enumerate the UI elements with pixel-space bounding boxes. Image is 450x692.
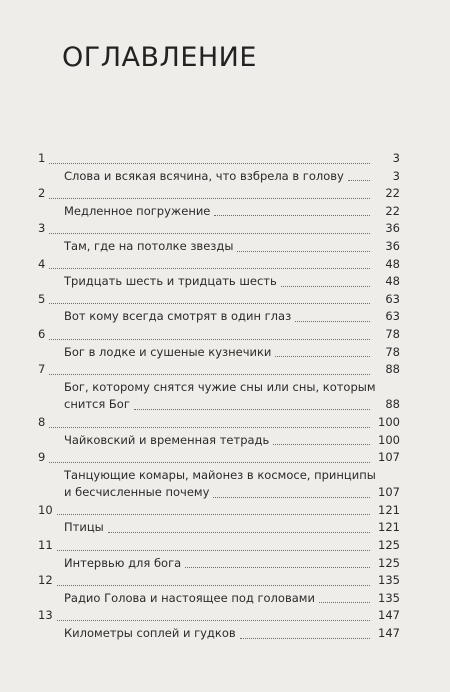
toc-chapter — [38, 607, 400, 625]
dot-leader — [49, 462, 370, 463]
toc-chapter — [38, 326, 400, 344]
toc-chapter-number: 6 — [38, 326, 46, 341]
toc-chapter-number: 11 — [38, 538, 53, 553]
toc-entry-title: Вот кому всегда смотрят в один глаз — [64, 309, 292, 324]
toc-chapter — [38, 291, 400, 309]
table-of-contents — [38, 150, 400, 643]
dot-leader — [49, 303, 370, 304]
dot-leader — [281, 286, 370, 287]
toc-chapter — [38, 502, 400, 520]
toc-page-number: 48 — [385, 274, 400, 289]
toc-chapter-number: 13 — [38, 608, 53, 623]
page-title: ОГЛАВЛЕНИЕ — [62, 42, 257, 73]
toc-entry — [38, 467, 400, 502]
toc-entry-title: Там, где на потолке звезды — [64, 238, 234, 253]
toc-entry-title: Птицы — [64, 520, 104, 535]
toc-page-number: 36 — [385, 238, 400, 253]
toc-chapter — [38, 537, 400, 555]
toc-chapter-number: 8 — [38, 414, 46, 429]
toc-chapter-number: 1 — [38, 151, 46, 165]
toc-chapter — [38, 361, 400, 379]
toc-entry — [38, 344, 400, 362]
toc-page-number: 125 — [378, 555, 400, 570]
toc-chapter-number: 9 — [38, 450, 46, 465]
dot-leader — [49, 198, 370, 199]
toc-page-number: 63 — [385, 309, 400, 324]
toc-entry-title: и бесчисленные почему — [64, 485, 210, 500]
toc-entry — [38, 590, 400, 608]
toc-chapter-number: 2 — [38, 186, 46, 201]
toc-chapter-number: 10 — [38, 502, 53, 517]
dot-leader — [49, 427, 370, 428]
dot-leader — [213, 497, 370, 498]
dot-leader — [240, 638, 370, 639]
toc-page-number: 135 — [378, 573, 400, 588]
dot-leader — [185, 567, 370, 568]
dot-leader — [57, 620, 370, 621]
toc-entry-title: Тридцать шесть и тридцать шесть — [64, 274, 277, 289]
toc-chapter — [38, 572, 400, 590]
toc-page-number: 48 — [385, 256, 400, 271]
toc-entry-title-line: Танцующие комары, майонез в космосе, принципы — [64, 467, 376, 482]
toc-chapter — [38, 185, 400, 203]
dot-leader — [134, 409, 370, 410]
toc-entry-title: Бог в лодке и сушеные кузнечики — [64, 344, 272, 359]
toc-page-number: 36 — [385, 221, 400, 236]
toc-entry-title: Радио Голова и настоящее под головами — [64, 590, 315, 605]
toc-entry — [38, 203, 400, 221]
toc-page-number: 125 — [378, 538, 400, 553]
dot-leader — [49, 233, 370, 234]
toc-page-number: 107 — [378, 450, 400, 465]
toc-chapter-number: 3 — [38, 221, 46, 236]
dot-leader — [273, 444, 370, 445]
toc-entry — [38, 625, 400, 643]
toc-chapter — [38, 220, 400, 238]
toc-chapter-number: 12 — [38, 573, 53, 588]
toc-chapter — [38, 256, 400, 274]
dot-leader — [57, 550, 370, 551]
dot-leader — [49, 268, 370, 269]
toc-page-number: 100 — [378, 414, 400, 429]
toc-chapter-number: 7 — [38, 362, 46, 377]
dot-leader — [57, 514, 370, 515]
toc-entry-final-line — [38, 484, 400, 502]
dot-leader — [49, 163, 370, 164]
dot-leader — [57, 585, 370, 586]
toc-page-number: 121 — [378, 502, 400, 517]
toc-entry — [38, 555, 400, 573]
toc-page-number: 135 — [378, 590, 400, 605]
toc-page-number: 3 — [392, 168, 400, 183]
dot-leader — [319, 602, 370, 603]
toc-entry — [38, 168, 400, 186]
toc-entry-title: Километры соплей и гудков — [64, 626, 236, 641]
toc-entry-title: Чайковский и временная тетрадь — [64, 432, 270, 447]
dot-leader — [295, 321, 370, 322]
toc-page-number: 22 — [385, 186, 400, 201]
toc-entry-title-line: Бог, которому снятся чужие сны или сны, которым — [64, 379, 376, 394]
toc-chapter — [38, 449, 400, 467]
toc-page-number: 78 — [385, 326, 400, 341]
toc-page-number: 147 — [378, 608, 400, 623]
dot-leader — [348, 180, 370, 181]
toc-chapter-number: 5 — [38, 291, 46, 306]
dot-leader — [49, 339, 370, 340]
dot-leader — [275, 356, 370, 357]
toc-page-number: 63 — [385, 291, 400, 306]
dot-leader — [214, 215, 370, 216]
toc-page-number: 107 — [378, 485, 400, 500]
toc-page-number: 121 — [378, 520, 400, 535]
dot-leader — [108, 532, 370, 533]
toc-page-number: 147 — [378, 626, 400, 641]
toc-page-number: 100 — [378, 432, 400, 447]
toc-entry-title: Интервью для бога — [64, 555, 182, 570]
toc-entry — [38, 238, 400, 256]
toc-page-number: 22 — [385, 203, 400, 218]
dot-leader — [237, 251, 370, 252]
dot-leader — [49, 374, 370, 375]
toc-entry — [38, 308, 400, 326]
toc-page-number: 3 — [392, 151, 400, 165]
toc-page-number: 88 — [385, 397, 400, 412]
toc-entry — [38, 519, 400, 537]
toc-chapter — [38, 414, 400, 432]
toc-entry-title: Слова и всякая всячина, что взбрела в голову — [64, 168, 344, 183]
toc-entry — [38, 432, 400, 450]
toc-entry-final-line — [38, 396, 400, 414]
toc-entry — [38, 379, 400, 414]
toc-entry-title: Медленное погружение — [64, 203, 211, 218]
toc-entry-title: снится Бог — [64, 397, 130, 412]
toc-page-number: 78 — [385, 344, 400, 359]
toc-chapter — [38, 150, 400, 168]
toc-entry — [38, 273, 400, 291]
toc-page-number: 88 — [385, 362, 400, 377]
toc-chapter-number: 4 — [38, 256, 46, 271]
